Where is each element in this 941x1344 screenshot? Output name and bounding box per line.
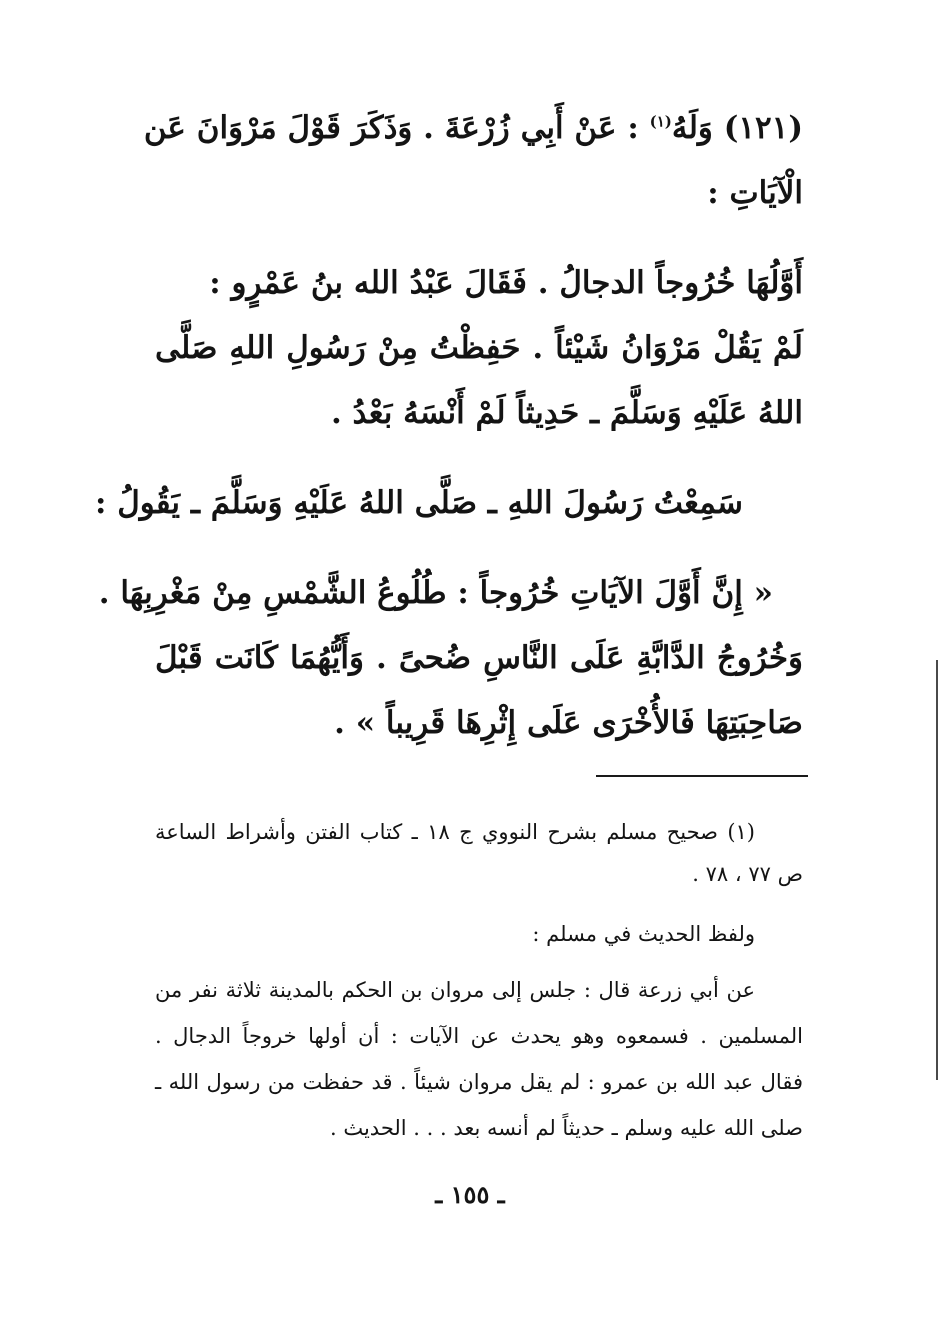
paragraph1-line-3: اللهُ عَلَيْهِ وَسَلَّمَ ـ حَدِيثاً لَمْ أَنْسَهُ بَعْدُ . [330,395,803,431]
page-number: ـ ١٥٥ ـ [435,1180,505,1209]
paragraph1-line-2: لَمْ يَقُلْ مَرْوَانُ شَيْئاً . حَفِظْتُ مِنْ رَسُولِ اللهِ صَلَّى [155,330,803,366]
footnote-line-5: المسلمين . فسمعوه وهو يحدث عن الآيات : أن أولها خروجاً الدجال . [155,1024,803,1048]
entry-number: (١٢١) [723,110,803,146]
footnote-line-2: ص ٧٧ ، ٧٨ . [692,862,803,886]
footnote-line-6: فقال عبد الله بن عمرو : لم يقل مروان شيئاً . قد حفظت من رسول الله ـ [155,1070,803,1094]
paragraph2-line-1: سَمِعْتُ رَسُولَ اللهِ ـ صَلَّى اللهُ عَلَيْهِ وَسَلَّمَ ـ يَقُولُ : [94,485,743,521]
footnote-reference: (١) [649,112,672,131]
paragraph1-line-1: أَوَّلُهَا خُرُوجاً الدجالُ . فَقَالَ عَبْدُ الله بنُ عَمْرٍو : [209,265,803,301]
entry-first-line [143,110,803,147]
hadith-line-2: وَخُرُوجُ الدَّابَّةِ عَلَى النَّاسِ ضُحىً . وَأَيُّهُمَا كَانَت قَبْلَ [155,640,803,676]
footnote-line-4: عن أبي زرعة قال : جلس إلى مروان بن الحكم بالمدينة ثلاثة نفر من [155,978,755,1002]
footnote-separator [596,775,808,777]
entry-lead: وَلَهُ [671,110,713,146]
hadith-line-3: صَاحِبَتِهَا فَالأُخْرَى عَلَى إِثْرِهَا قَرِيباً » . [334,705,803,741]
entry-first-line-text: : عَنْ أَبِي زُرْعَةَ . وَذَكَرَ قَوْلَ مَرْوَانَ عَن [143,110,639,146]
entry-second-line: الْآيَاتِ : [707,175,803,211]
footnote-line-1: (١) صحيح مسلم بشرح النووي ج ١٨ ـ كتاب الفتن وأشراط الساعة [155,820,755,844]
footnote-line-3: ولفظ الحديث في مسلم : [532,922,755,946]
hadith-line-1: « إِنَّ أَوَّلَ الآيَاتِ خُرُوجاً : طُلُوعُ الشَّمْسِ مِنْ مَغْرِبِهَا . [98,575,773,611]
scan-edge-line [936,660,938,1080]
footnote-line-7: صلى الله عليه وسلم ـ حديثاً لم أنسه بعد . . . الحديث . [329,1116,803,1140]
